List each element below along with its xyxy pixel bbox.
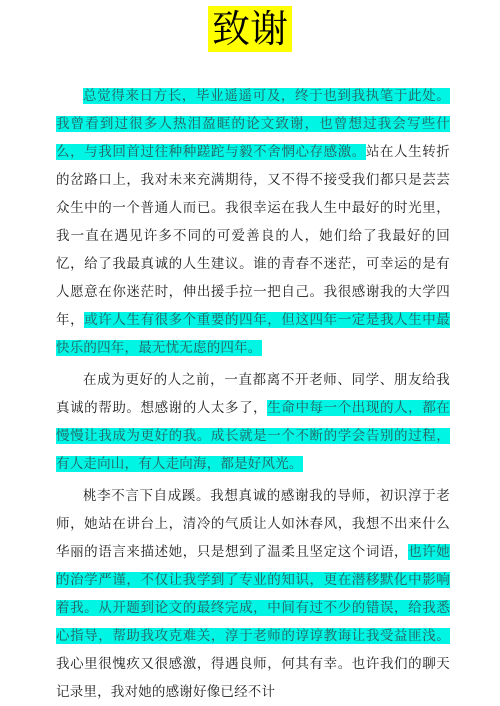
- text-segment: 桃李不言下自成蹊。我想真诚的感谢我的导师，初识淳于老师，她站在讲台上，清冷的气质让人如沐春风，我想不出来什么华丽的语言来描述她，只是想到了温柔且坚定这个词语，: [56, 488, 450, 560]
- text-segment: 站在人生转折的岔路口上，我对未来充满期待，又不得不接受我们都只是芸芸众生中的一个普通人而已。我很幸运在我人生中最好的时光里，我一直在遇见许多不同的可爱善良的人，她们给了我最好的回忆，给了我最真诚的人生建议。谁的青春不迷茫，可幸运的是有人愿意在你迷茫时，伸出援手拉一把自己。我很感谢我的大学四年，: [56, 144, 450, 328]
- text-segment: 也许她的治学严谨，不仅让我学到了专业的知识，更在潜移默化中影响着我。从开题到论文的最终完成，中间有过不少的错误，给我悉心指导，帮助我攻克难关，淳于老师的谆谆教诲让我受益匪浅。: [56, 544, 450, 644]
- text-segment: 或许人生有很多个重要的四年，但这四年一定是我人生中最快乐的四年，最无忧无虑的四年。: [56, 312, 450, 356]
- acknowledgement-body: [56, 82, 450, 706]
- title-wrap: [0, 6, 500, 52]
- text-segment: 生命中每一个出现的人，都在慢慢让我成为更好的我。成长就是一个不断的学会告别的过程，有人走向山，有人走向海，都是好风光。: [56, 400, 450, 472]
- text-segment: 总觉得来日方长，毕业遥遥可及，终于也到我执笔于此处。我曾看到过很多人热泪盈眶的论文致谢，也曾想过我会写些什么，与我回首过往种种蹉跎与毅不舍惘心存感激。: [56, 88, 450, 160]
- text-segment: 在成为更好的人之前，一直都离不开老师、同学、朋友给我真诚的帮助。想感谢的人太多了，: [56, 372, 450, 416]
- paragraph-1: [56, 82, 450, 362]
- paragraph-2: [56, 366, 450, 478]
- text-segment: 我心里很愧疚又很感激，得遇良师，何其有幸。也许我们的聊天记录里，我对她的感谢好像已经不计: [56, 656, 450, 700]
- page-title: 致谢: [208, 6, 292, 52]
- paragraph-3: [56, 482, 450, 706]
